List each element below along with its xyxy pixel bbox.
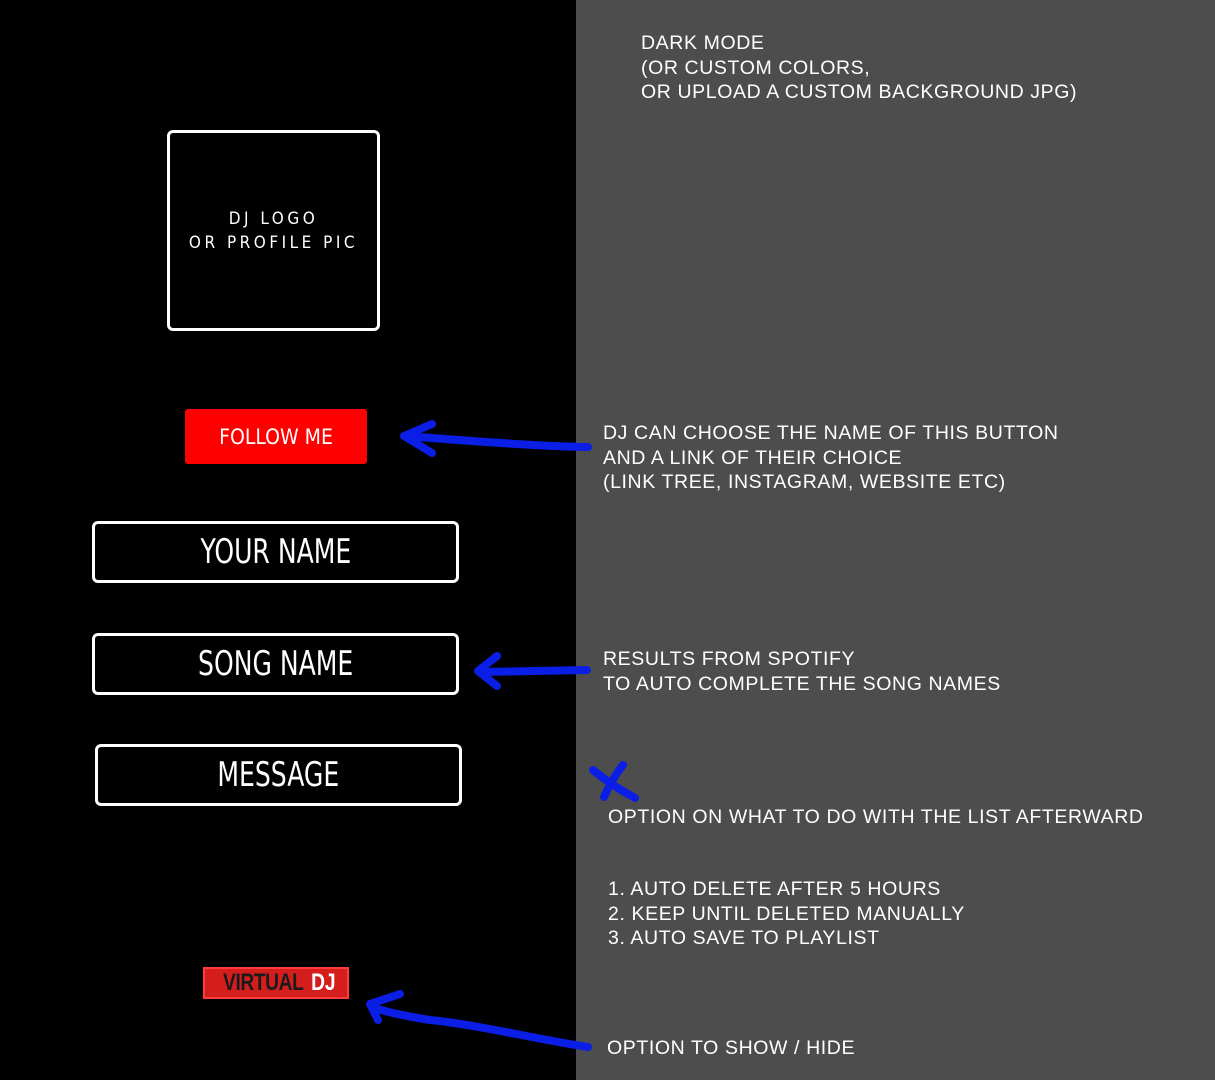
virtual-dj-logo[interactable]: [203, 967, 349, 999]
logo-placeholder[interactable]: [167, 130, 380, 331]
note-line: DARK MODE: [641, 32, 765, 54]
message-placeholder: MESSAGE: [217, 755, 340, 795]
logo-placeholder-line2: OR PROFILE PIC: [188, 232, 359, 253]
song-name-input[interactable]: [92, 633, 459, 695]
note-line: OPTION TO SHOW / HIDE: [607, 1037, 856, 1059]
list-choices-note: [608, 877, 965, 951]
your-name-input[interactable]: [92, 521, 459, 583]
show-hide-note: [607, 1036, 855, 1061]
follow-me-button[interactable]: FOLLOW ME: [185, 409, 367, 464]
note-line: OPTION ON WHAT TO DO WITH THE LIST AFTERWARD: [608, 806, 1144, 828]
your-name-placeholder: YOUR NAME: [200, 532, 351, 572]
list-option-note: [608, 805, 1144, 830]
logo-placeholder-line1: DJ LOGO: [228, 208, 319, 229]
song-name-placeholder: SONG NAME: [197, 644, 354, 684]
list-choice: 1. AUTO DELETE AFTER 5 HOURS: [608, 878, 941, 900]
note-line: RESULTS FROM SPOTIFY: [603, 648, 856, 670]
follow-button-note: [603, 421, 1059, 495]
note-line: AND A LINK OF THEIR CHOICE: [603, 446, 903, 469]
note-line: DJ CAN CHOOSE THE NAME OF THIS BUTTON: [603, 422, 1059, 444]
list-choice: 2. KEEP UNTIL DELETED MANUALLY: [608, 902, 965, 925]
note-line: (LINK TREE, INSTAGRAM, WEBSITE ETC): [603, 471, 1006, 493]
note-line: (OR CUSTOM COLORS,: [641, 56, 871, 79]
virtual-dj-logo-part1: VIRTUAL: [223, 969, 304, 996]
spotify-note: [603, 647, 1001, 696]
dark-mode-note: [641, 31, 1077, 105]
note-line: TO AUTO COMPLETE THE SONG NAMES: [603, 672, 1001, 695]
message-input[interactable]: [95, 744, 462, 806]
virtual-dj-logo-part2: DJ: [310, 969, 336, 996]
list-choice: 3. AUTO SAVE TO PLAYLIST: [608, 927, 880, 949]
note-line: OR UPLOAD A CUSTOM BACKGROUND JPG): [641, 81, 1078, 103]
